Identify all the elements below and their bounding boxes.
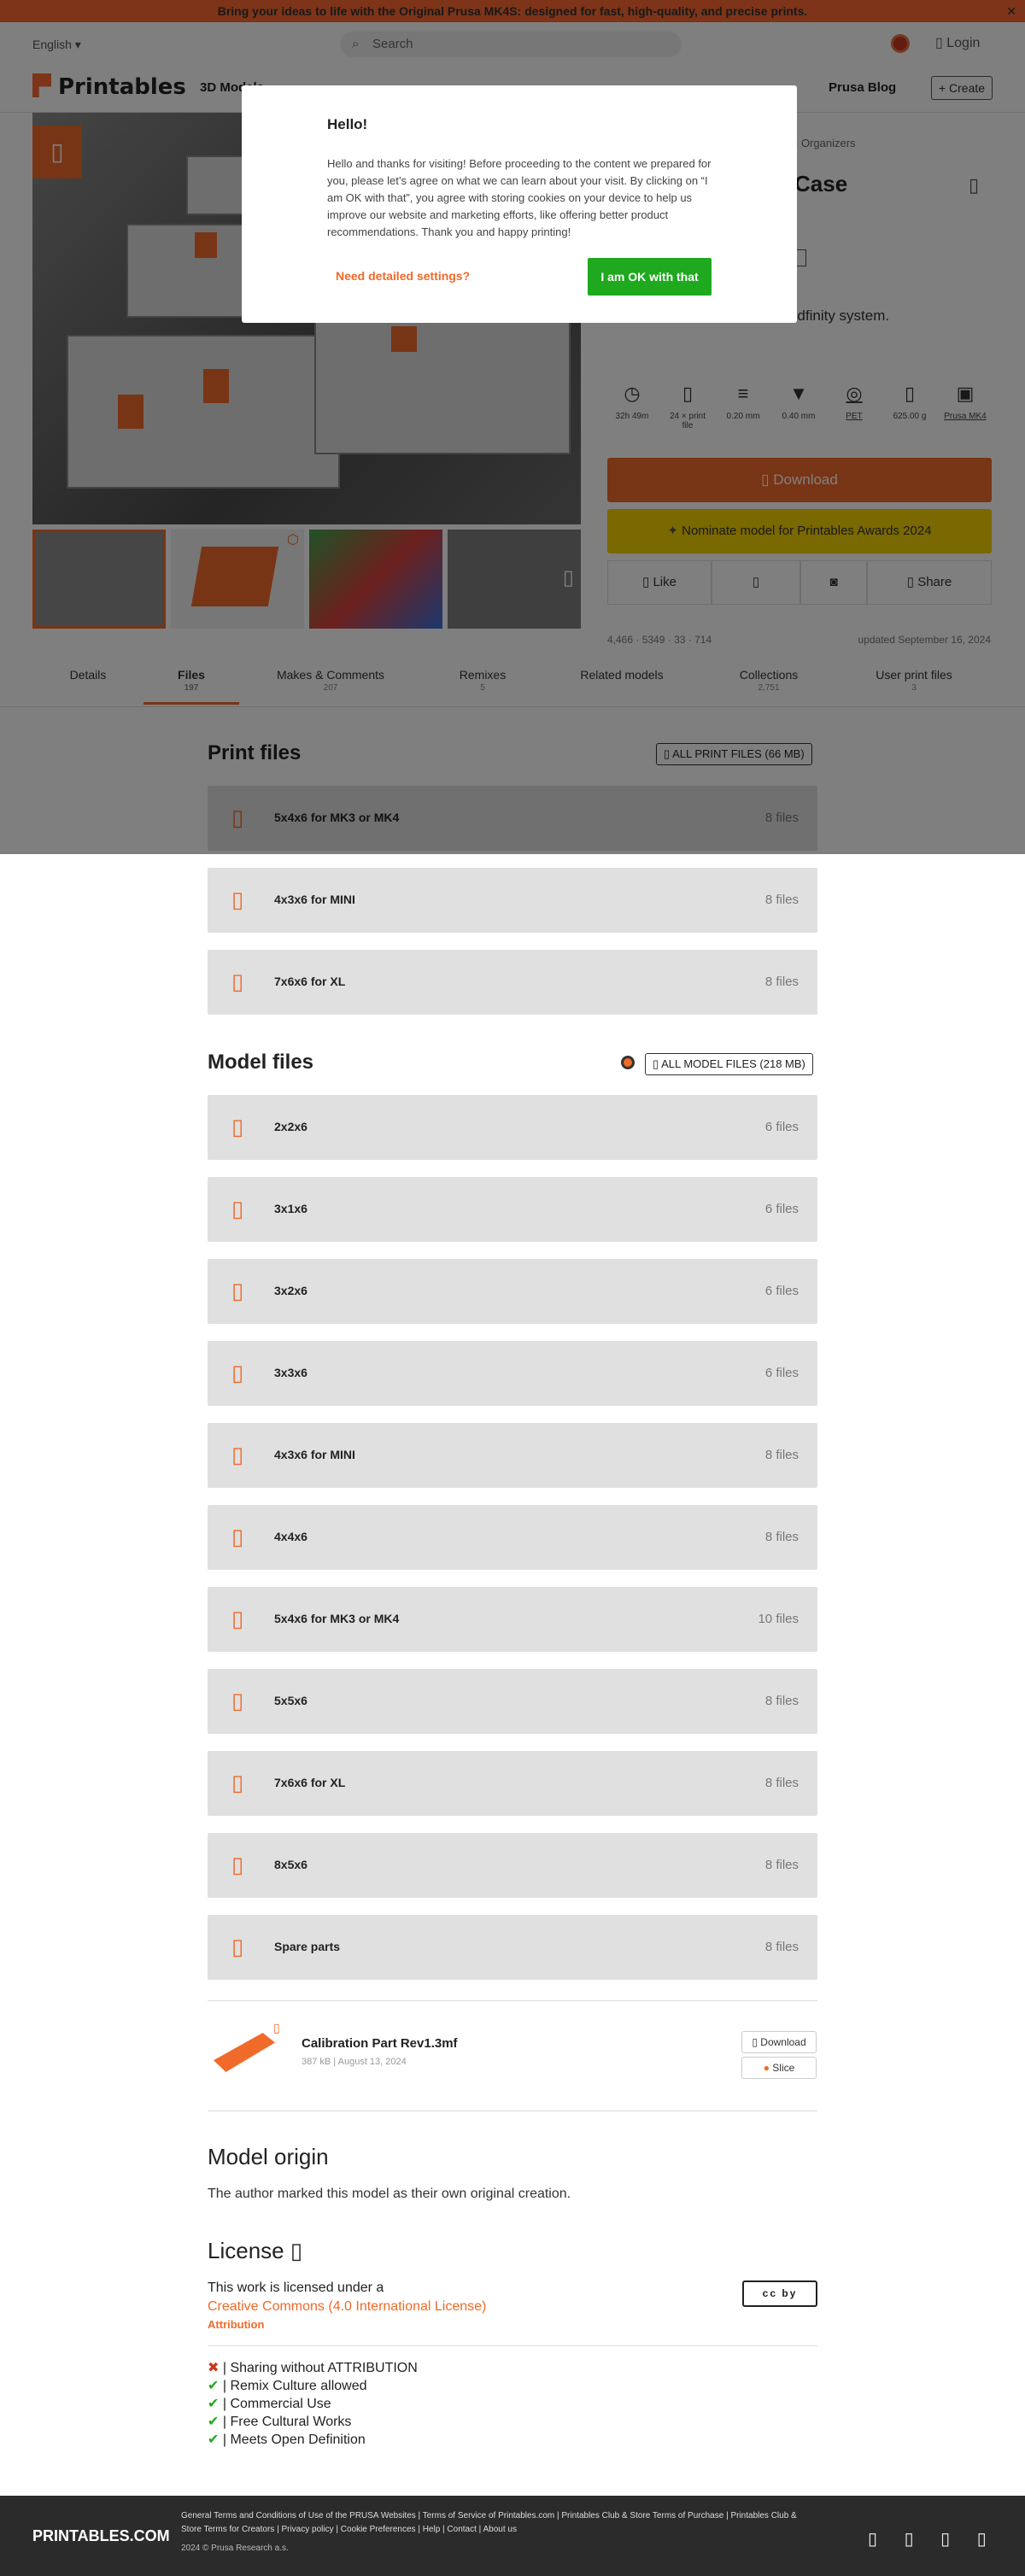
folder-icon: ▯ [231,1770,244,1795]
calibration-file-meta: 387 kB | August 13, 2024 [302,2057,407,2067]
cc-by-badge[interactable]: cc by [742,2280,817,2307]
info-icon[interactable]: ▯ [290,2238,303,2263]
check-icon: ✔ [208,2397,220,2411]
folder-name: 4x4x6 [274,1530,308,1543]
folder-row[interactable] [208,1915,817,1980]
folder-count: 8 files [764,975,799,989]
license-type: Attribution [208,2318,265,2331]
license-heading-text: License [208,2238,284,2263]
folder-row[interactable] [208,1669,817,1734]
file-size: 387 kB [302,2057,331,2067]
detailed-settings-link[interactable]: Need detailed settings? [336,269,471,283]
folder-name: 7x6x6 for XL [274,975,346,988]
folder-row[interactable] [208,1177,817,1242]
folder-name: 5x4x6 for MK3 or MK4 [274,1612,400,1625]
model-files-heading: Model files [208,1051,314,1074]
check-icon: ✔ [208,2415,220,2429]
folder-row[interactable] [208,950,817,1015]
instagram-icon[interactable]: ▯ [940,2530,951,2549]
model-origin-text: The author marked this model as their own original creation. [208,2187,571,2201]
download-icon: ▯ [752,2036,761,2048]
twitter-icon[interactable]: ▯ [904,2530,914,2549]
license-term-text: | Free Cultural Works [222,2415,352,2429]
folder-icon: ▯ [231,1360,244,1385]
folder-count: 8 files [764,1776,799,1790]
folder-icon: ▯ [231,1442,244,1467]
check-icon: ✔ [208,2379,220,2393]
slice-label: Slice [772,2062,795,2074]
folder-icon: ▯ [231,1688,244,1713]
folder-count: 8 files [764,893,799,907]
modal-title: Hello! [327,116,368,132]
folder-row[interactable] [208,1505,817,1570]
license-term-text: | Remix Culture allowed [222,2379,367,2393]
license-intro: This work is licensed under a [208,2280,384,2295]
folder-name: 8x5x6 [274,1858,308,1871]
social-icons [868,2528,987,2550]
license-term-text: | Meets Open Definition [222,2433,366,2447]
footer-links[interactable]: Store Terms for Creators | Privacy policy | Cookie Preferences | Help | Contact | About us [181,2525,517,2534]
facebook-icon[interactable]: ▯ [868,2530,878,2549]
check-icon: ✔ [208,2433,220,2447]
folder-name: 5x5x6 [274,1694,308,1707]
folder-icon: ▯ [231,1524,244,1549]
folder-row[interactable] [208,1751,817,1816]
divider [208,2345,817,2346]
folder-name: 3x2x6 [274,1284,308,1297]
folder-row[interactable] [208,1423,817,1488]
model-origin-heading: Model origin [208,2144,329,2169]
folder-row[interactable] [208,1833,817,1898]
cookie-consent-modal [242,85,797,323]
folder-count: 6 files [764,1366,799,1380]
license-term [208,2395,418,2413]
folder-row[interactable] [208,1341,817,1406]
folder-name: 3x3x6 [274,1366,308,1379]
folder-count: 6 files [764,1284,799,1298]
folder-name: 4x3x6 for MINI [274,1448,355,1461]
license-term-text: | Commercial Use [222,2397,331,2411]
download-label: Download [760,2036,806,2048]
folder-count: 8 files [764,1530,799,1544]
footer-copyright: 2024 © Prusa Research a.s. [181,2544,289,2553]
folder-row[interactable] [208,1259,817,1324]
folder-row[interactable] [208,1095,817,1160]
calibration-slice-button[interactable] [741,2057,817,2079]
footer-links[interactable]: General Terms and Conditions of Use of the PRUSA Websites | Terms of Service of Printables.com | Printables Club & Store Terms of Purchase | Printables Club & [181,2511,797,2520]
calibration-file-row [208,2000,817,2111]
folder-row[interactable] [208,1587,817,1652]
folder-icon: ▯ [231,1114,244,1139]
prusaslicer-icon: ● [763,2062,773,2074]
download-icon: ▯ [653,1057,662,1070]
license-term [208,2413,418,2431]
folder-count: 10 files [758,1612,799,1626]
folder-icon: ▯ [231,887,244,912]
folder-name: 2x2x6 [274,1120,308,1133]
license-term [208,2377,418,2395]
cross-icon: ✖ [208,2361,220,2375]
folder-count: 6 files [764,1120,799,1134]
license-term-text: | Sharing without ATTRIBUTION [222,2361,418,2375]
folder-row[interactable] [208,868,817,933]
prusaslicer-icon[interactable] [621,1056,635,1069]
footer-logo[interactable]: PRINTABLES.COM [32,2527,170,2544]
folder-icon: ▯ [231,1934,244,1959]
all-model-files-label: ALL MODEL FILES (218 MB) [661,1057,805,1070]
bookmark-icon[interactable]: ▯ [273,2021,280,2034]
folder-count: 8 files [764,1694,799,1708]
calibration-file-name[interactable]: Calibration Part Rev1.3mf [302,2036,458,2051]
folder-count: 8 files [764,1448,799,1462]
all-model-files-button[interactable] [645,1053,813,1075]
folder-name: 4x3x6 for MINI [274,893,355,906]
license-terms [208,2359,418,2449]
accept-cookies-button[interactable]: I am OK with that [588,258,712,296]
folder-icon: ▯ [231,1278,244,1303]
folder-icon: ▯ [231,1196,244,1221]
folder-icon: ▯ [231,1852,244,1877]
calibration-download-button[interactable] [741,2031,817,2053]
folder-name: Spare parts [274,1940,341,1953]
license-heading [208,2238,302,2264]
youtube-icon[interactable]: ▯ [976,2530,987,2549]
file-date: August 13, 2024 [337,2057,407,2067]
modal-body: Hello and thanks for visiting! Before proceeding to the content we prepared for you, please let’s agree on what we can learn about your visit. By clicking on “I am OK with that”, you agree with storing cookies on your device to help us improve our website and marketing efforts, like offering better product recommendations. Thank you and happy printing! [327,157,712,238]
folder-icon: ▯ [231,1606,244,1631]
folder-name: 7x6x6 for XL [274,1776,346,1789]
folder-count: 6 files [764,1202,799,1216]
license-link[interactable]: Creative Commons (4.0 International License) [208,2299,487,2314]
folder-icon: ▯ [231,969,244,994]
license-term [208,2359,418,2377]
folder-count: 8 files [764,1858,799,1872]
folder-count: 8 files [764,1940,799,1954]
folder-name: 3x1x6 [274,1202,308,1215]
license-term [208,2431,418,2449]
